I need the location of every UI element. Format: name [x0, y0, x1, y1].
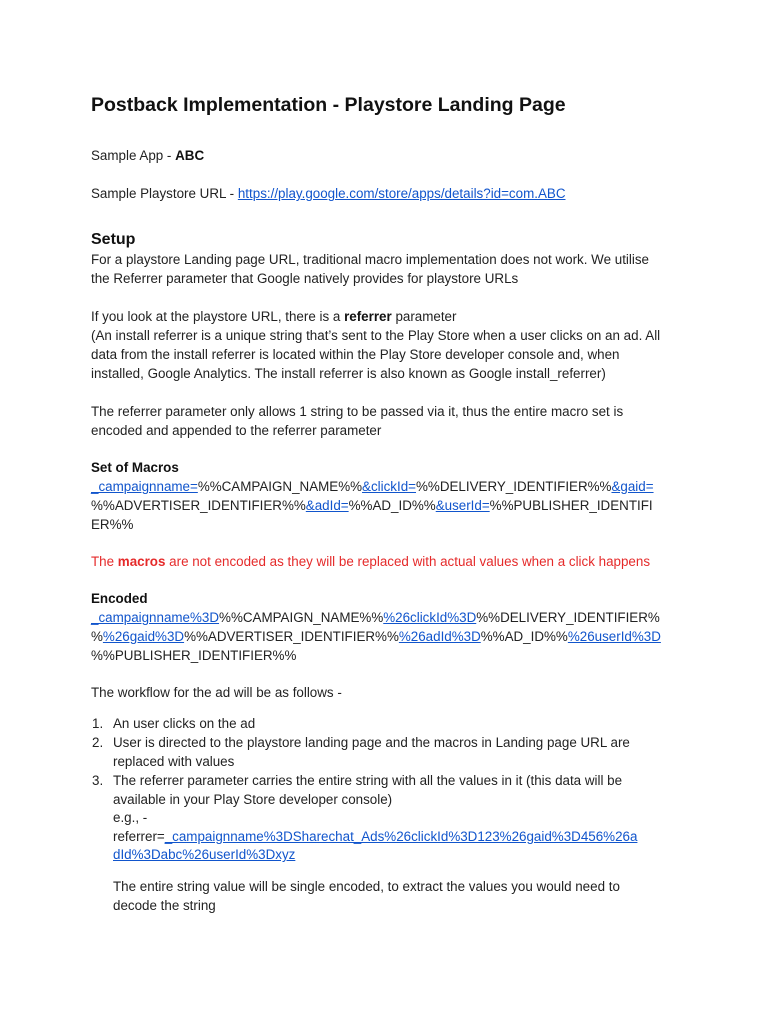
macros-heading-text: Set of Macros [91, 460, 179, 475]
referrer-explanation-line: installed, Google Analytics. The install referrer is also known as Google install_referrer) [91, 366, 606, 381]
example-link[interactable]: _campaignname%3DSharechat_Ads%26clickId%3D123%26gaid%3D456%26a [164, 828, 638, 844]
macros-block [91, 458, 681, 534]
sample-url-line [91, 184, 681, 203]
sample-app-line [91, 146, 681, 165]
sample-url-label: Sample Playstore URL - [91, 186, 238, 201]
macros-note-bold: macros [117, 554, 166, 569]
encoded-link[interactable]: %26adId%3D [398, 629, 481, 644]
step-text: An user clicks on the ad [113, 716, 256, 731]
example-line [113, 846, 683, 865]
encoded-heading-text: Encoded [91, 591, 148, 606]
macro-link[interactable]: &userId= [435, 498, 490, 513]
macros-line [91, 515, 681, 534]
encoded-text: %%ADVERTISER_IDENTIFIER%% [184, 629, 399, 644]
macro-text: %%CAMPAIGN_NAME%% [197, 479, 363, 494]
encoded-text: %%DELIVERY_IDENTIFIER% [476, 610, 660, 625]
workflow-step [92, 734, 683, 771]
macros-line [91, 477, 681, 496]
encoded-line [91, 608, 681, 627]
example-line [113, 828, 683, 847]
workflow-step [92, 715, 683, 734]
encoded-link[interactable]: _campaignname%3D [91, 610, 220, 625]
example-link-continued[interactable]: dId%3Dabc%26userId%3Dxyz [113, 847, 296, 862]
step-text: The referrer parameter carries the entire string with all the values in it (this data will be [113, 773, 623, 788]
macro-text: %%ADVERTISER_IDENTIFIER%% [91, 498, 306, 513]
macro-text: %%PUBLISHER_IDENTIFI [489, 498, 653, 513]
macro-text: %%AD_ID%% [348, 498, 436, 513]
macro-link[interactable]: &gaid= [611, 479, 654, 494]
sample-playstore-url-link[interactable]: https://play.google.com/store/apps/details?id=com.ABC [237, 186, 566, 201]
setup-heading: Setup [91, 231, 136, 248]
macros-note-text: The [91, 554, 118, 569]
macro-link[interactable]: &adId= [305, 498, 349, 513]
step-text: replaced with values [113, 753, 235, 769]
sample-app-label: Sample App - [91, 148, 176, 163]
document-title: Postback Implementation - Playstore Landing Page [91, 94, 566, 116]
referrer-intro-line [91, 307, 681, 326]
encoded-block [91, 589, 681, 665]
macros-line [91, 496, 681, 515]
final-note [113, 878, 683, 915]
referrer-parameter-line: encoded and appended to the referrer parameter [91, 423, 382, 438]
referrer-explanation [91, 326, 681, 383]
step-number: 2. [92, 735, 104, 750]
referrer-explanation-line: data from the install referrer is located within the Play Store developer console and, when [91, 347, 620, 362]
encoded-link[interactable]: %26clickId%3D [383, 610, 477, 625]
example-prefix: referrer= [113, 828, 165, 844]
setup-paragraph [91, 250, 681, 288]
encoded-text: %%CAMPAIGN_NAME%% [219, 610, 384, 625]
macro-text: %%DELIVERY_IDENTIFIER%% [416, 479, 612, 494]
referrer-intro-text: If you look at the playstore URL, there is a [91, 309, 345, 324]
encoded-text: %%AD_ID%% [480, 629, 568, 644]
macro-link[interactable]: &clickId= [362, 479, 416, 494]
final-note-line: decode the string [113, 897, 216, 913]
setup-paragraph-line: For a playstore Landing page URL, traditional macro implementation does not work. We utilise [91, 252, 649, 267]
workflow-intro: The workflow for the ad will be as follows - [91, 685, 342, 700]
encoded-text: % [91, 629, 103, 644]
step-text: available in your Play Store developer console) [113, 791, 393, 807]
step-text: User is directed to the playstore landing page and the macros in Landing page URL are [113, 735, 630, 750]
referrer-parameter-line: The referrer parameter only allows 1 string to be passed via it, thus the entire macro set is [91, 404, 624, 419]
macros-note [91, 552, 681, 571]
step-number: 1. [92, 716, 104, 731]
referrer-explanation-line: (An install referrer is a unique string that’s sent to the Play Store when a user clicks on an ad. All [91, 328, 661, 343]
referrer-intro-bold: referrer [344, 309, 392, 324]
macros-heading [91, 458, 681, 477]
example-label: e.g., - [113, 810, 148, 825]
sample-app-value: ABC [175, 148, 205, 163]
encoded-line [91, 646, 681, 665]
macro-link[interactable]: _campaignname= [91, 479, 198, 494]
referrer-parameter-paragraph [91, 402, 681, 440]
encoded-text: %%PUBLISHER_IDENTIFIER%% [91, 648, 297, 663]
macro-text: ER%% [91, 517, 134, 532]
encoded-link[interactable]: %26gaid%3D [102, 629, 185, 644]
step-number: 3. [92, 773, 104, 788]
macros-note-text-after: are not encoded as they will be replaced with actual values when a click happens [165, 554, 651, 569]
setup-paragraph-line: the Referrer parameter that Google natively provides for playstore URLs [91, 271, 519, 286]
workflow-step [92, 772, 683, 865]
encoded-line [91, 627, 681, 646]
final-note-line: The entire string value will be single encoded, to extract the values you would need to [113, 879, 620, 894]
encoded-heading [91, 589, 681, 608]
encoded-link[interactable]: %26userId%3D [567, 629, 661, 644]
referrer-intro-text-after: parameter [391, 309, 457, 324]
